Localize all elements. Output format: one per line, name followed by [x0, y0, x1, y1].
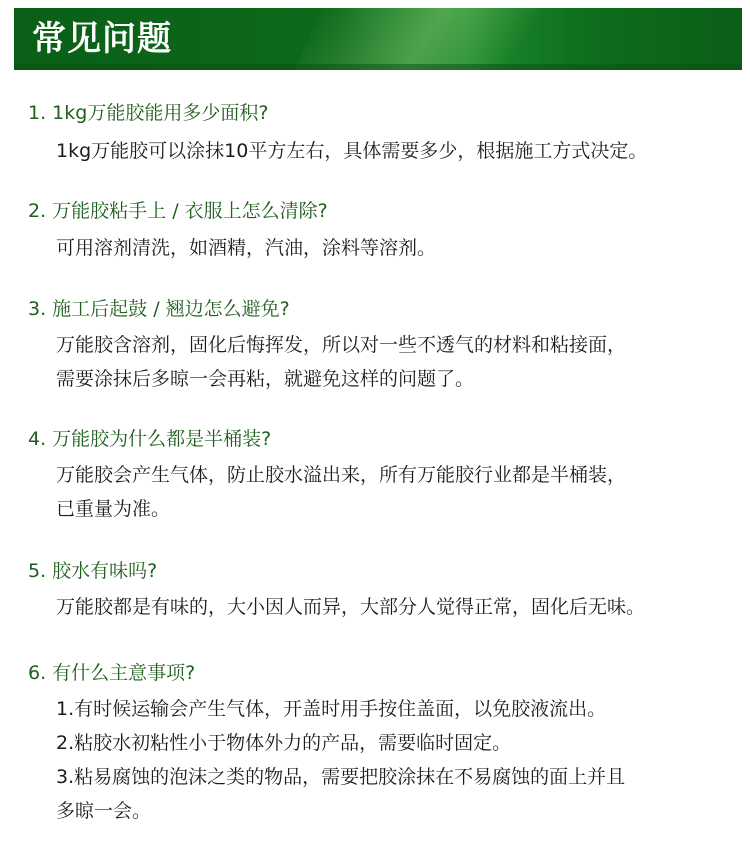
- faq-answer: [56, 231, 746, 265]
- answer-line: 2.粘胶水初粘性小于物体外力的产品，需要临时固定。: [56, 732, 512, 754]
- answer-line: 1kg万能胶可以涂抹10平方左右，具体需要多少，根据施工方式决定。: [56, 140, 648, 162]
- faq-question: 5. 胶水有味吗?: [28, 560, 158, 582]
- answer-line: 3.粘易腐蚀的泡沫之类的物品，需要把胶涂抹在不易腐蚀的面上并且: [56, 766, 626, 788]
- answer-line: 可用溶剂清洗，如酒精，汽油，涂料等溶剂。: [56, 237, 437, 259]
- answer-line: 需要涂抹后多晾一会再粘，就避免这样的问题了。: [56, 368, 475, 390]
- answer-line: 万能胶会产生气体，防止胶水溢出来，所有万能胶行业都是半桶装，: [56, 464, 627, 486]
- answer-line: 多晾一会。: [56, 800, 152, 822]
- faq-question: 3. 施工后起鼓 / 翘边怎么避免?: [28, 298, 290, 320]
- page-title: 常见问题: [32, 19, 172, 59]
- header-banner: [14, 8, 742, 70]
- faq-question: 4. 万能胶为什么都是半桶装?: [28, 428, 272, 450]
- faq-answer: [56, 134, 746, 168]
- faq-answer: [56, 692, 746, 828]
- faq-question: 1. 1kg万能胶能用多少面积?: [28, 102, 269, 124]
- answer-line: 1.有时候运输会产生气体，开盖时用手按住盖面，以免胶液流出。: [56, 698, 607, 720]
- answer-line: 已重量为准。: [56, 498, 171, 520]
- faq-question: 6. 有什么主意事项?: [28, 662, 196, 684]
- faq-answer: [56, 328, 746, 396]
- answer-line: 万能胶都是有味的，大小因人而异，大部分人觉得正常，固化后无味。: [56, 596, 646, 618]
- faq-question: 2. 万能胶粘手上 / 衣服上怎么清除?: [28, 200, 328, 222]
- faq-answer: [56, 590, 746, 624]
- answer-line: 万能胶含溶剂，固化后悔挥发，所以对一些不透气的材料和粘接面，: [56, 334, 627, 356]
- faq-answer: [56, 458, 746, 526]
